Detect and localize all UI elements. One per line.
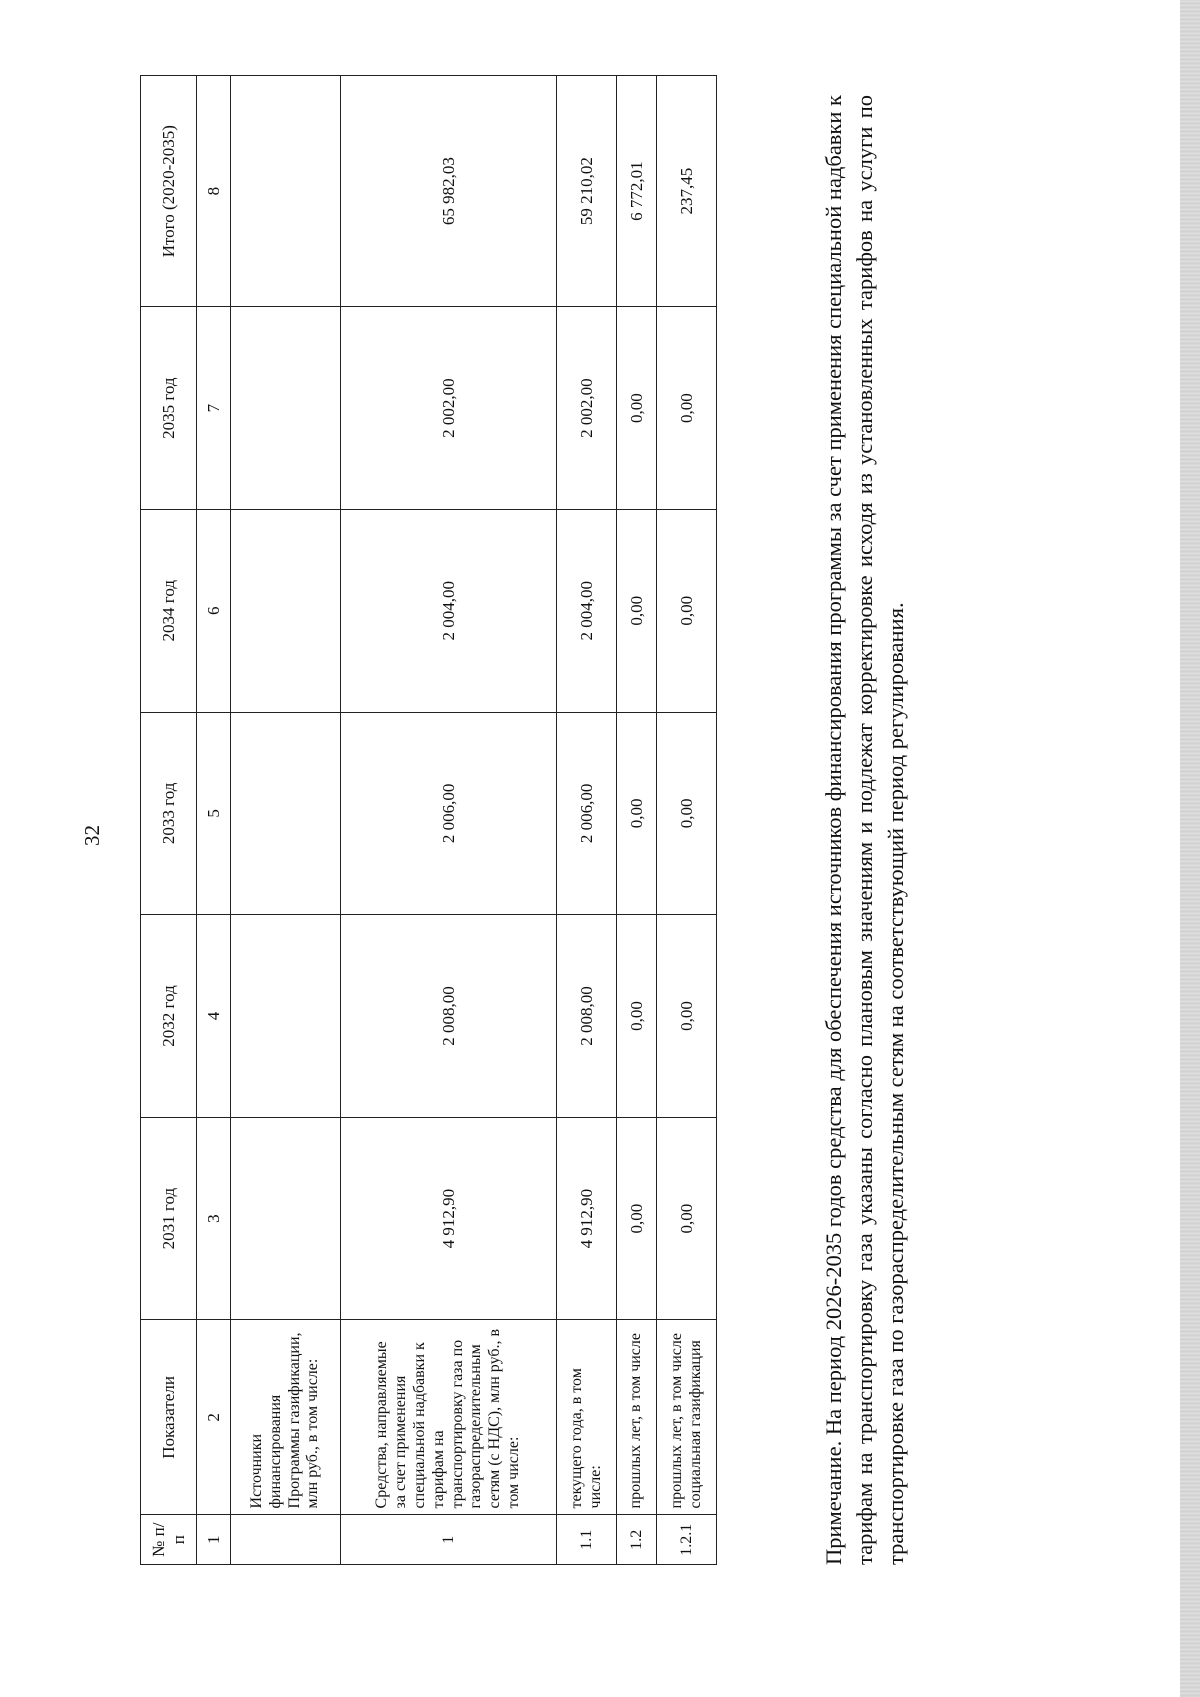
header-cell: 2034 год: [141, 509, 197, 712]
row-number-cell: 1.1: [557, 1515, 617, 1565]
column-number-cell: 1: [197, 1515, 231, 1565]
value-cell: 2 004,00: [341, 509, 557, 712]
column-number-cell: 8: [197, 76, 231, 307]
value-cell: 0,00: [617, 307, 657, 510]
value-cell: 0,00: [617, 1117, 657, 1320]
value-cell: 0,00: [657, 509, 717, 712]
value-cell: 59 210,02: [557, 76, 617, 307]
header-cell: Показатели: [141, 1320, 197, 1515]
column-number-row: [197, 76, 231, 1565]
header-cell: 2031 год: [141, 1117, 197, 1320]
header-cell: 2032 год: [141, 915, 197, 1118]
value-cell: [231, 712, 341, 915]
column-number-cell: 3: [197, 1117, 231, 1320]
value-cell: 2 006,00: [557, 712, 617, 915]
value-cell: 0,00: [617, 915, 657, 1118]
value-cell: 2 008,00: [557, 915, 617, 1118]
value-cell: [231, 307, 341, 510]
row-number-cell: [231, 1515, 341, 1565]
value-cell: 2 008,00: [341, 915, 557, 1118]
footnote-text: Примечание. На период 2026-2035 годов средства для обеспечения источников финансирования программы за счет применения специальной надбавки к тарифам на транспортировку газа указаны согласно плановым значениям и подлежат корректировке исходя из установленных тарифов на услуги по транспортировке газа по газораспределительным сетям на соответствующий период регулирования.: [821, 95, 908, 1565]
header-cell: 2033 год: [141, 712, 197, 915]
page-number: 32: [80, 825, 104, 846]
row-number-cell: 1: [341, 1515, 557, 1565]
header-cell: 2035 год: [141, 307, 197, 510]
value-cell: 0,00: [617, 712, 657, 915]
value-cell: 237,45: [657, 76, 717, 307]
value-cell: 65 982,03: [341, 76, 557, 307]
row-number-cell: 1.2: [617, 1515, 657, 1565]
row-label-cell: текущего года, в том числе:: [557, 1320, 617, 1515]
table-row: [231, 76, 341, 1565]
row-number-cell: 1.2.1: [657, 1515, 717, 1565]
row-label-cell: Источники финансирования Программы газификации, млн руб., в том числе:: [231, 1320, 341, 1515]
value-cell: [231, 915, 341, 1118]
table-row: [557, 76, 617, 1565]
header-cell: Итого (2020-2035): [141, 76, 197, 307]
row-label-cell: прошлых лет, в том числе: [617, 1320, 657, 1515]
value-cell: 4 912,90: [341, 1117, 557, 1320]
rotated-content: [140, 75, 1190, 1565]
value-cell: 2 002,00: [557, 307, 617, 510]
value-cell: 2 006,00: [341, 712, 557, 915]
value-cell: 2 004,00: [557, 509, 617, 712]
column-number-cell: 6: [197, 509, 231, 712]
value-cell: [231, 509, 341, 712]
value-cell: 6 772,01: [617, 76, 657, 307]
table-row: [657, 76, 717, 1565]
column-number-cell: 4: [197, 915, 231, 1118]
financing-table: [140, 75, 717, 1565]
value-cell: 0,00: [657, 307, 717, 510]
column-number-cell: 2: [197, 1320, 231, 1515]
column-number-cell: 5: [197, 712, 231, 915]
value-cell: 0,00: [657, 712, 717, 915]
row-label-cell: Средства, направляемые за счет применения специальной надбавки к тарифам на транспортировку газа по газораспределительным сетям (с НДС), млн руб., в том числе:: [341, 1320, 557, 1515]
row-label-cell: прошлых лет, в том числе социальная газификация: [657, 1320, 717, 1515]
value-cell: 0,00: [657, 915, 717, 1118]
table-header-row: [141, 76, 197, 1565]
value-cell: [231, 1117, 341, 1320]
table-row: [341, 76, 557, 1565]
table-row: [617, 76, 657, 1565]
header-cell: № п/п: [141, 1515, 197, 1565]
value-cell: [231, 76, 341, 307]
column-number-cell: 7: [197, 307, 231, 510]
value-cell: 2 002,00: [341, 307, 557, 510]
value-cell: 4 912,90: [557, 1117, 617, 1320]
value-cell: 0,00: [657, 1117, 717, 1320]
value-cell: 0,00: [617, 509, 657, 712]
